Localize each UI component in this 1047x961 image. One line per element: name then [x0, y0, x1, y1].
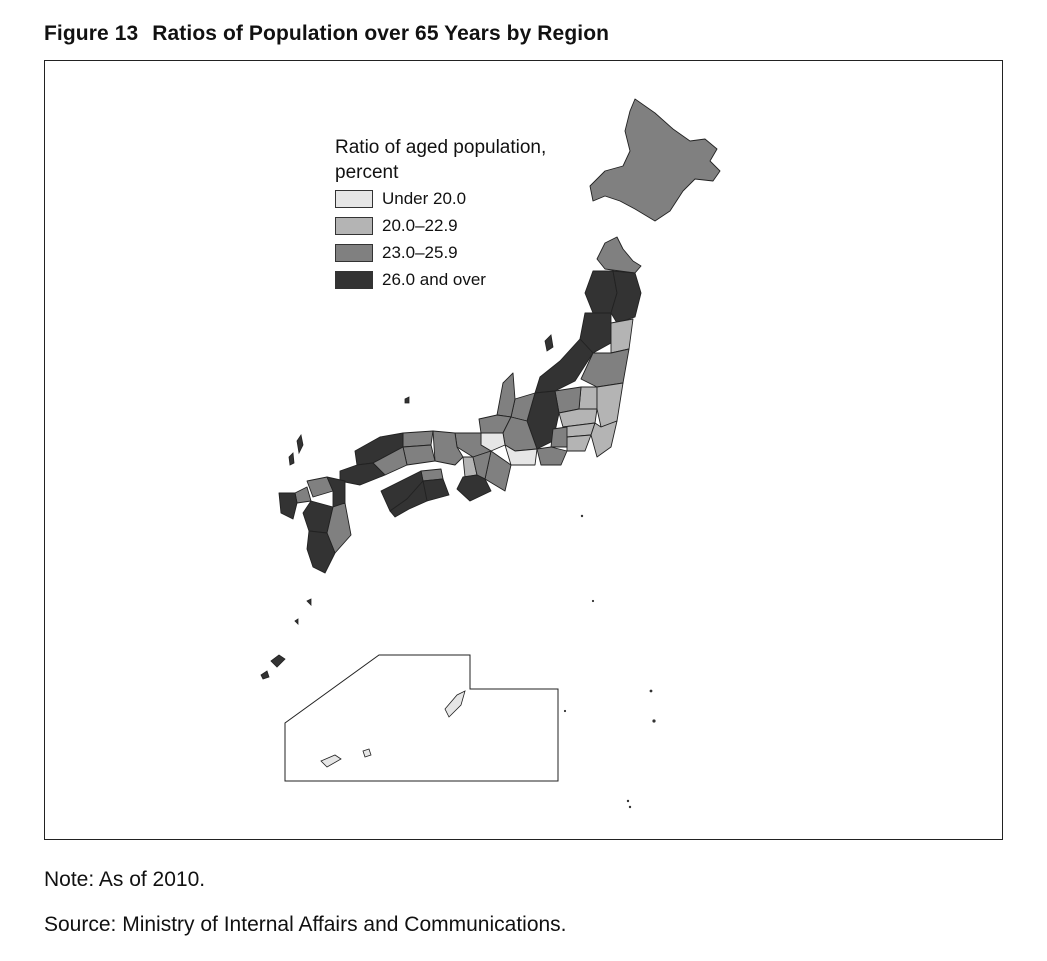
legend-title: Ratio of aged population, percent — [335, 137, 547, 183]
region-ibaraki — [597, 383, 623, 427]
legend-label: Under 20.0 — [382, 188, 467, 208]
legend-label: 26.0 and over — [382, 269, 486, 289]
region-ishikawa — [497, 373, 515, 417]
region-saga — [295, 487, 311, 503]
region-shizuoka — [537, 447, 567, 465]
figure-title — [44, 22, 609, 46]
region-nagasaki — [279, 493, 297, 519]
region-tokushima — [423, 479, 449, 501]
region-tochigi — [579, 387, 597, 409]
legend-label: 20.0–22.9 — [382, 215, 458, 235]
figure-source: Source: Ministry of Internal Affairs and Communications. — [44, 913, 567, 936]
legend-item — [335, 239, 595, 266]
figure-note: Note: As of 2010. — [44, 868, 206, 891]
region-hokkaido — [590, 99, 720, 221]
map-legend — [335, 135, 595, 293]
region-niigata — [535, 339, 593, 393]
region-chiba — [591, 421, 617, 457]
figure-number: Figure 13 — [44, 22, 139, 45]
legend-label: 23.0–25.9 — [382, 242, 458, 262]
region-aomori — [597, 237, 641, 273]
legend-swatch — [335, 244, 373, 262]
map-frame — [44, 60, 1003, 840]
region-okinawa — [445, 691, 465, 717]
figure-title-text: Ratios of Population over 65 Years by Region — [152, 22, 610, 45]
okinawa-inset — [285, 655, 558, 781]
region-yamanashi — [551, 427, 567, 447]
region-kanagawa — [567, 435, 591, 451]
remote-island-dots — [564, 515, 656, 808]
legend-swatch — [335, 271, 373, 289]
region-okayama — [403, 445, 435, 465]
legend-item — [335, 185, 595, 212]
legend-item — [335, 266, 595, 293]
region-miyagi — [611, 319, 633, 353]
legend-swatch — [335, 217, 373, 235]
region-iwate — [611, 271, 641, 323]
legend-swatch — [335, 190, 373, 208]
region-tottori — [403, 431, 433, 447]
legend-item — [335, 212, 595, 239]
